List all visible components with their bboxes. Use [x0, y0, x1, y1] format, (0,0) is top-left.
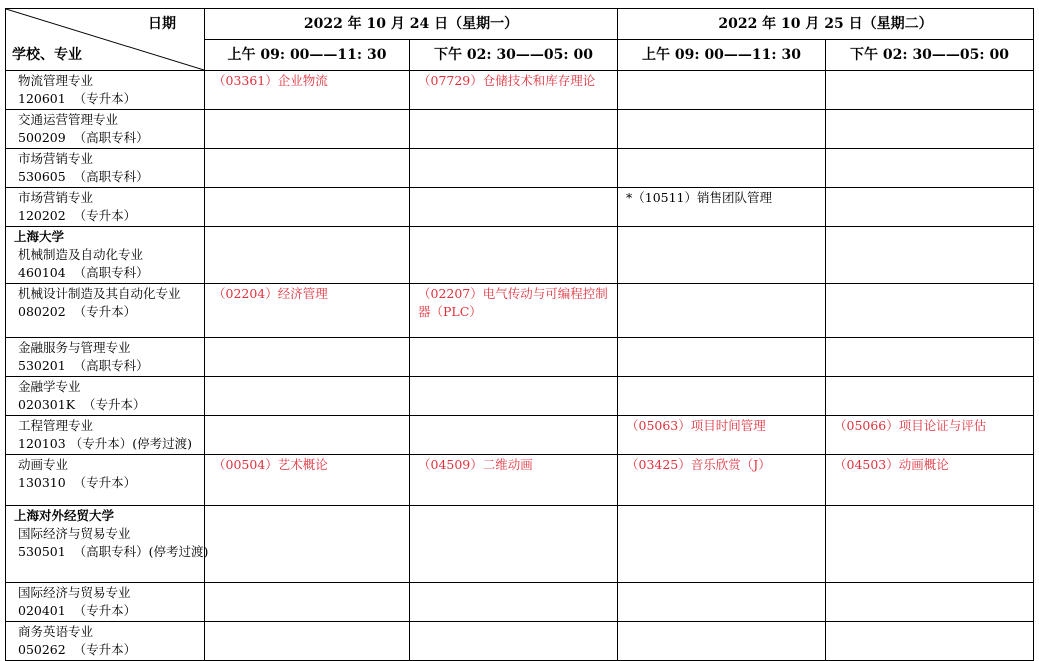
exam-cell [826, 377, 1034, 416]
exam-cell: （02207）电气传动与可编程控制器（PLC） [410, 284, 618, 338]
exam-cell [410, 583, 618, 622]
exam-cell: （05063）项目时间管理 [618, 416, 826, 455]
exam-cell [410, 506, 618, 583]
exam-cell [205, 149, 410, 188]
exam-cell [826, 583, 1034, 622]
date-axis-label: 日期 [148, 16, 176, 32]
exam-cell [410, 338, 618, 377]
exam-cell [618, 227, 826, 284]
exam-cell [826, 506, 1034, 583]
exam-cell [410, 110, 618, 149]
major-name: 机械设计制造及其自动化专业 [18, 286, 181, 301]
exam-cell [205, 416, 410, 455]
major-cell [6, 188, 205, 227]
exam-cell [410, 416, 618, 455]
exam-cell [618, 583, 826, 622]
major-cell [6, 583, 205, 622]
exam-cell: （05066）项目论证与评估 [826, 416, 1034, 455]
school-name: 上海大学 [14, 229, 65, 244]
exam-cell [826, 338, 1034, 377]
exam-schedule-table [5, 8, 1034, 661]
day-1-header: 2022 年 10 月 24 日（星期一） [205, 9, 618, 40]
exam-cell [205, 506, 410, 583]
day-2-pm-slot: 下午 02: 30——05: 00 [826, 40, 1034, 71]
major-cell [6, 284, 205, 338]
exam-cell [205, 110, 410, 149]
schedule-row [6, 71, 1034, 110]
exam-cell: （04503）动画概论 [826, 455, 1034, 506]
exam-cell [205, 188, 410, 227]
major-code: 500209 （高职专科） [18, 130, 149, 145]
schedule-row [6, 416, 1034, 455]
major-cell [6, 506, 209, 583]
major-code: 530501 （高职专科）(停考过渡) [18, 544, 209, 559]
exam-cell [618, 506, 826, 583]
major-code: 130310 （专升本） [18, 475, 137, 490]
major-code: 120103 （专升本）(停考过渡) [18, 436, 192, 451]
schedule-row [6, 110, 1034, 149]
major-name: 市场营销专业 [18, 190, 94, 205]
exam-cell [826, 110, 1034, 149]
schedule-row [6, 227, 1034, 284]
school-name: 上海对外经贸大学 [14, 508, 115, 523]
day-2-header: 2022 年 10 月 25 日（星期二） [618, 9, 1034, 40]
major-cell [6, 377, 205, 416]
major-cell [6, 149, 205, 188]
day-1-am-slot: 上午 09: 00——11: 30 [205, 40, 410, 71]
exam-cell [410, 149, 618, 188]
major-code: 050262 （专升本） [18, 642, 137, 657]
major-cell [6, 622, 205, 661]
exam-cell [618, 622, 826, 661]
major-code: 460104 （高职专科） [18, 265, 149, 280]
major-cell [6, 110, 205, 149]
exam-cell: （04509）二维动画 [410, 455, 618, 506]
exam-cell [410, 188, 618, 227]
schedule-row [6, 284, 1034, 338]
schedule-body [6, 71, 1034, 661]
major-name: 商务英语专业 [18, 624, 94, 639]
day-1-pm-slot: 下午 02: 30——05: 00 [410, 40, 618, 71]
major-name: 动画专业 [18, 457, 69, 472]
exam-cell [618, 284, 826, 338]
exam-cell: （00504）艺术概论 [205, 455, 410, 506]
exam-cell: （07729）仓储技术和库存理论 [410, 71, 618, 110]
exam-cell [826, 149, 1034, 188]
major-name: 物流管理专业 [18, 73, 94, 88]
corner-header [6, 9, 205, 71]
exam-cell [410, 622, 618, 661]
major-cell [6, 338, 205, 377]
major-code: 120202 （专升本） [18, 208, 137, 223]
schedule-row [6, 622, 1034, 661]
major-name: 工程管理专业 [18, 418, 94, 433]
exam-cell [205, 338, 410, 377]
schedule-row [6, 506, 1034, 583]
schedule-row [6, 583, 1034, 622]
major-cell [6, 71, 205, 110]
schedule-row [6, 455, 1034, 506]
school-axis-label: 学校、专业 [12, 47, 82, 63]
exam-cell [205, 622, 410, 661]
exam-cell [205, 583, 410, 622]
major-name: 交通运营管理专业 [18, 112, 119, 127]
major-name: 国际经济与贸易专业 [18, 585, 131, 600]
exam-cell [205, 377, 410, 416]
major-cell [6, 455, 205, 506]
exam-cell [205, 227, 410, 284]
exam-cell [618, 71, 826, 110]
exam-cell: （03425）音乐欣赏（J） [618, 455, 826, 506]
major-name: 机械制造及自动化专业 [18, 247, 144, 262]
major-name: 金融学专业 [18, 379, 81, 394]
major-name: 金融服务与管理专业 [18, 340, 131, 355]
exam-cell: （03361）企业物流 [205, 71, 410, 110]
exam-cell [618, 149, 826, 188]
schedule-row [6, 338, 1034, 377]
major-code: 120601 （专升本） [18, 91, 137, 106]
exam-cell: *（10511）销售团队管理 [618, 188, 826, 227]
schedule-row [6, 149, 1034, 188]
exam-cell [826, 188, 1034, 227]
exam-cell [826, 71, 1034, 110]
major-code: 020301K （专升本） [18, 397, 146, 412]
exam-cell [618, 377, 826, 416]
major-name: 国际经济与贸易专业 [18, 526, 131, 541]
exam-cell [826, 622, 1034, 661]
exam-cell [410, 377, 618, 416]
exam-cell [618, 338, 826, 377]
schedule-row [6, 377, 1034, 416]
major-code: 530201 （高职专科） [18, 358, 149, 373]
major-code: 020401 （专升本） [18, 603, 137, 618]
exam-cell [826, 227, 1034, 284]
day-2-am-slot: 上午 09: 00——11: 30 [618, 40, 826, 71]
schedule-row [6, 188, 1034, 227]
major-cell [6, 227, 205, 284]
exam-cell [826, 284, 1034, 338]
major-cell [6, 416, 205, 455]
header-row-dates [6, 9, 1034, 40]
major-code: 530605 （高职专科） [18, 169, 149, 184]
exam-cell [618, 110, 826, 149]
major-name: 市场营销专业 [18, 151, 94, 166]
major-code: 080202 （专升本） [18, 304, 137, 319]
exam-cell: （02204）经济管理 [205, 284, 410, 338]
exam-cell [410, 227, 618, 284]
